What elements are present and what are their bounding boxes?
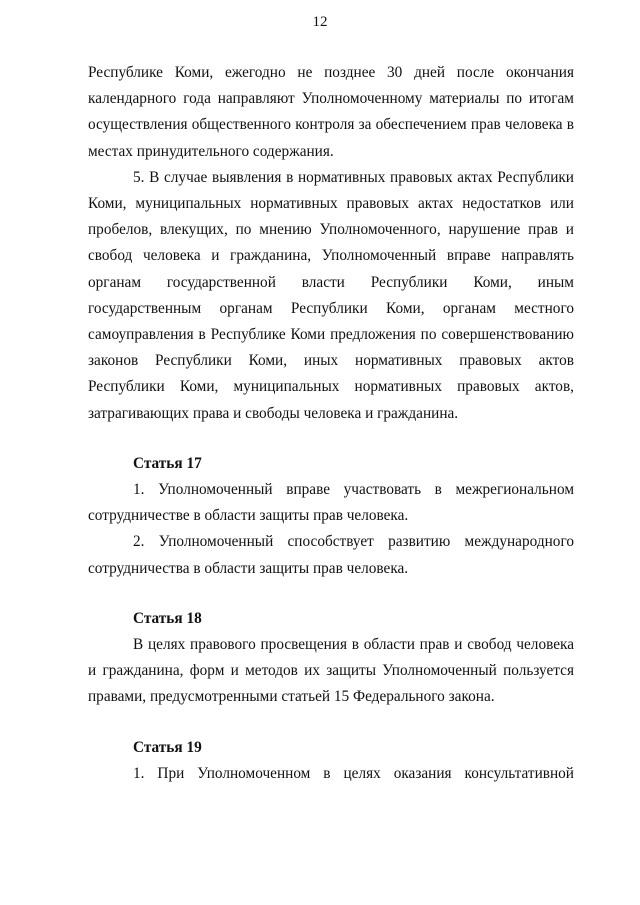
document-body: [88, 60, 574, 787]
article-17-item-2: 2. Уполномоченный способствует развитию международного сотрудничества в области защиты прав человека.: [88, 533, 574, 577]
article-18-paragraph: В целях правового просвещения в области прав и свобод человека и гражданина, форм и методов их защиты Уполномоченный пользуется правами, предусмотренными статьей 15 Федерального закона.: [88, 636, 574, 706]
section-gap: [88, 427, 574, 451]
article-18-heading: Статья 18: [133, 609, 202, 627]
paragraph-item-5: 5. В случае выявления в нормативных правовых актах Республики Коми, муниципальных нормативных правовых актах недостатков или пробелов, влекущих, по мнению Уполномоченного, нарушение прав и свобод человека и гражданина, Уполномоченный вправе направлять органам государственной власти Республики Коми, иным государственным органам Республики Коми, органам местного самоуправления в Республике Коми предложения по совершенствованию законов Республики Коми, иных нормативных правовых актов Республики Коми, муниципальных нормативных правовых актов, затрагивающих права и свободы человека и гражданина.: [88, 168, 574, 422]
article-19-heading: Статья 19: [133, 738, 202, 756]
section-gap: [88, 711, 574, 735]
article-19-item-1: 1. При Уполномоченном в целях оказания консультативной: [133, 764, 574, 782]
section-gap: [88, 582, 574, 606]
paragraph-continuation: Республике Коми, ежегодно не позднее 30 дней после окончания календарного года направляют Уполномоченному материалы по итогам осуществления общественного контроля за обеспечением прав человека в местах принудительного содержания.: [88, 64, 574, 160]
article-17-heading: Статья 17: [133, 454, 202, 472]
page-number: 12: [312, 14, 328, 30]
article-17-item-1: 1. Уполномоченный вправе участвовать в межрегиональном сотрудничестве в области защиты прав человека.: [88, 481, 574, 525]
